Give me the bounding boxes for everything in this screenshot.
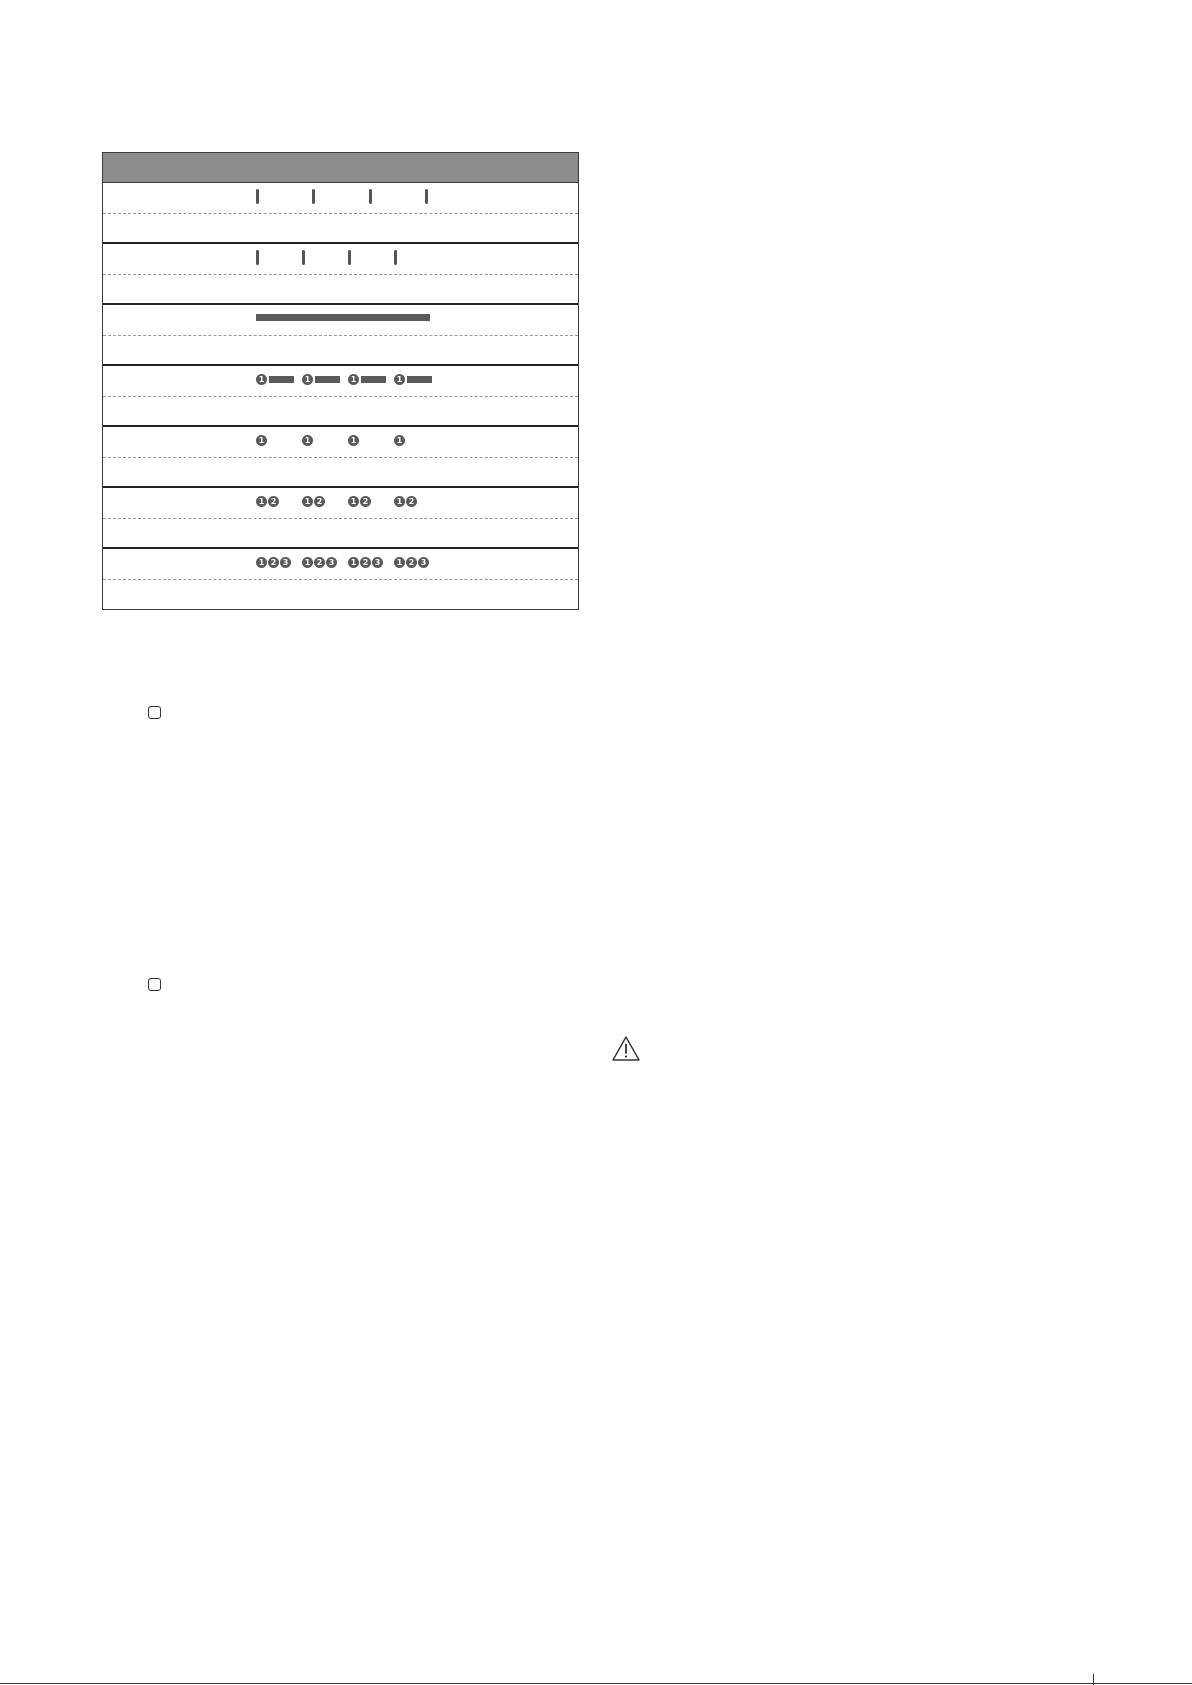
pulse-group bbox=[256, 434, 268, 446]
number-2-icon: 2 bbox=[268, 496, 279, 507]
bar-segment bbox=[407, 376, 432, 383]
number-1-icon: 1 bbox=[256, 374, 267, 385]
tick-mark bbox=[256, 250, 259, 265]
number-2-icon: 2 bbox=[268, 557, 279, 568]
pulse-group bbox=[302, 434, 314, 446]
number-1-icon: 1 bbox=[348, 374, 359, 385]
pulse-group bbox=[256, 495, 280, 507]
numbered-bar bbox=[302, 373, 340, 385]
table-row-double-pulse bbox=[103, 488, 578, 519]
number-1-icon: 1 bbox=[302, 435, 313, 446]
continuous-bar-pattern bbox=[253, 311, 533, 329]
double-pulse-pattern bbox=[253, 494, 533, 512]
numbered-bar bbox=[256, 373, 294, 385]
number-3-icon: 3 bbox=[418, 557, 429, 568]
table-row-long-ticks bbox=[103, 183, 578, 214]
table-row-spacer bbox=[103, 336, 578, 366]
number-1-icon: 1 bbox=[348, 435, 359, 446]
numbered-bar bbox=[348, 373, 386, 385]
numbered-bar bbox=[394, 373, 432, 385]
number-2-icon: 2 bbox=[360, 496, 371, 507]
table-row-spacer bbox=[103, 397, 578, 427]
table-header bbox=[103, 153, 578, 183]
table-row-numbered-bars bbox=[103, 366, 578, 397]
number-2-icon: 2 bbox=[406, 496, 417, 507]
number-1-icon: 1 bbox=[348, 557, 359, 568]
number-1-icon: 1 bbox=[348, 496, 359, 507]
footer-divider bbox=[1093, 1674, 1094, 1685]
tick-mark bbox=[425, 189, 428, 204]
pulse-group bbox=[348, 434, 360, 446]
table-row-spacer bbox=[103, 580, 578, 609]
number-1-icon: 1 bbox=[256, 557, 267, 568]
number-1-icon: 1 bbox=[302, 374, 313, 385]
tick-mark bbox=[312, 189, 315, 204]
bar-segment bbox=[361, 376, 386, 383]
number-2-icon: 2 bbox=[314, 496, 325, 507]
table-row-spacer bbox=[103, 458, 578, 488]
tick-mark bbox=[394, 250, 397, 265]
number-1-icon: 1 bbox=[302, 496, 313, 507]
number-3-icon: 3 bbox=[326, 557, 337, 568]
pulse-group bbox=[256, 556, 292, 568]
signal-pattern-table bbox=[102, 152, 579, 610]
pulse-group bbox=[394, 495, 418, 507]
table-row-spacer bbox=[103, 519, 578, 549]
number-3-icon: 3 bbox=[280, 557, 291, 568]
table-row-short-ticks bbox=[103, 244, 578, 275]
pulse-group bbox=[302, 556, 338, 568]
tick-mark bbox=[369, 189, 372, 204]
number-1-icon: 1 bbox=[394, 374, 405, 385]
table-row-continuous-bar bbox=[103, 305, 578, 336]
long-ticks-pattern bbox=[253, 189, 533, 207]
pulse-group bbox=[348, 556, 384, 568]
table-row-spacer bbox=[103, 275, 578, 305]
table-row-triple-pulse bbox=[103, 549, 578, 580]
number-1-icon: 1 bbox=[256, 496, 267, 507]
number-3-icon: 3 bbox=[372, 557, 383, 568]
bar-segment bbox=[315, 376, 340, 383]
checkbox-icon[interactable] bbox=[148, 978, 161, 991]
number-1-icon: 1 bbox=[256, 435, 267, 446]
pulse-group bbox=[394, 434, 406, 446]
bar-segment bbox=[269, 376, 294, 383]
triple-pulse-pattern bbox=[253, 555, 533, 573]
single-pulse-pattern bbox=[253, 433, 533, 451]
table-row-single-pulse bbox=[103, 427, 578, 458]
pulse-group bbox=[348, 495, 372, 507]
number-2-icon: 2 bbox=[314, 557, 325, 568]
checkbox-icon[interactable] bbox=[148, 706, 161, 719]
tick-mark bbox=[256, 189, 259, 204]
tick-mark bbox=[302, 250, 305, 265]
continuous-bar bbox=[256, 314, 430, 321]
number-1-icon: 1 bbox=[302, 557, 313, 568]
table-row-spacer bbox=[103, 214, 578, 244]
pulse-group bbox=[394, 556, 430, 568]
warning-triangle-icon bbox=[611, 1035, 641, 1062]
tick-mark bbox=[348, 250, 351, 265]
pulse-group bbox=[302, 495, 326, 507]
footer-rule bbox=[0, 1683, 1192, 1684]
number-1-icon: 1 bbox=[394, 435, 405, 446]
number-2-icon: 2 bbox=[360, 557, 371, 568]
numbered-bars-pattern bbox=[253, 372, 533, 390]
number-1-icon: 1 bbox=[394, 496, 405, 507]
number-1-icon: 1 bbox=[394, 557, 405, 568]
number-2-icon: 2 bbox=[406, 557, 417, 568]
short-ticks-pattern bbox=[253, 250, 533, 268]
